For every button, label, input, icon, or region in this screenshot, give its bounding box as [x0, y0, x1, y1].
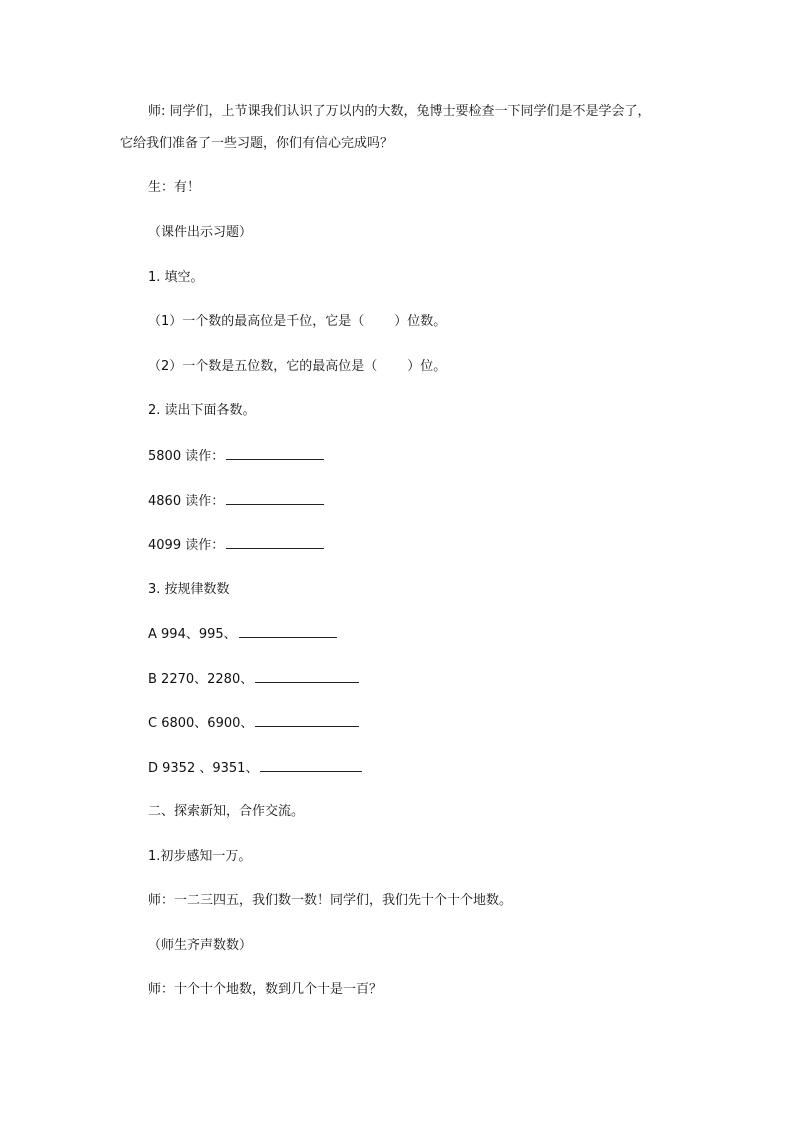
sequence-label: C 6800、6900、	[148, 716, 254, 731]
answer-blank	[226, 491, 324, 505]
courseware-note: （课件出示习题）	[148, 225, 253, 240]
read-item	[148, 491, 324, 512]
sequence-item	[148, 713, 359, 734]
read-item	[148, 446, 324, 467]
read-item-label: 4860 读作：	[148, 494, 225, 509]
intro-line-1: 师: 同学们，上节课我们认识了万以内的大数，兔博士要检查一下同学们是不是学会了，	[148, 104, 651, 119]
sequence-label: D 9352 、9351、	[148, 761, 259, 776]
sequence-label: A 994、995、	[148, 627, 237, 642]
answer-blank	[255, 713, 359, 727]
answer-blank	[260, 758, 362, 772]
q1-item1-text-b: ）位数。	[394, 314, 447, 329]
q1-item2-text-a: （2）一个数是五位数，它的最高位是（	[148, 359, 378, 374]
intro-line-2: 它给我们准备了一些习题，你们有信心完成吗？	[120, 136, 394, 151]
sequence-item	[148, 669, 359, 690]
read-item	[148, 535, 324, 556]
answer-blank	[239, 624, 337, 638]
teacher-line-1: 师：一二三四五，我们数一数！同学们，我们先十个十个地数。	[148, 893, 513, 908]
question-1-title: 1. 填空。	[148, 270, 204, 285]
teacher-line-2: 师：十个十个地数，数到几个十是一百？	[148, 982, 383, 997]
sequence-item	[148, 758, 362, 779]
sequence-item	[148, 624, 337, 645]
subsection-1-heading: 1.初步感知一万。	[148, 849, 252, 864]
answer-blank	[255, 669, 359, 683]
answer-blank	[226, 535, 324, 549]
class-counting-note: （师生齐声数数）	[148, 938, 253, 953]
sequence-label: B 2270、2280、	[148, 672, 254, 687]
question-2-title: 2. 读出下面各数。	[148, 403, 256, 418]
section-2-heading: 二、探索新知，合作交流。	[148, 804, 305, 819]
question-3-title: 3. 按规律数数	[148, 582, 230, 597]
read-item-label: 5800 读作：	[148, 449, 225, 464]
question-1-item-2	[148, 357, 446, 377]
q1-item2-text-b: ）位。	[407, 359, 447, 374]
student-reply: 生：有！	[148, 180, 201, 195]
answer-blank	[226, 446, 324, 460]
read-item-label: 4099 读作：	[148, 538, 225, 553]
q1-item1-text-a: （1）一个数的最高位是千位，它是（	[148, 314, 365, 329]
question-1-item-1	[148, 312, 446, 332]
